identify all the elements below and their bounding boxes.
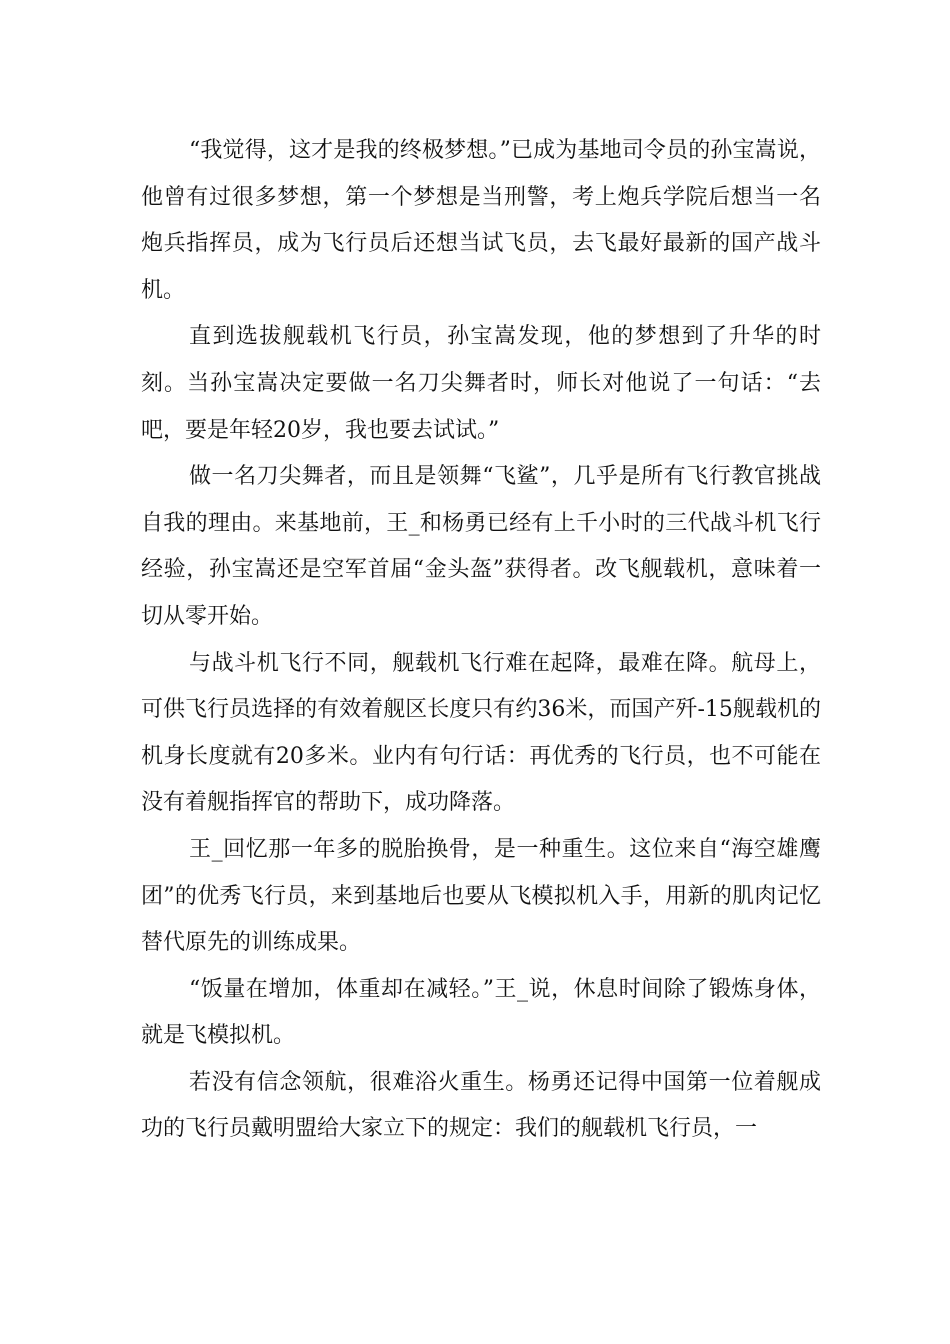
paragraph-6: “饭量在增加，体重却在减轻。”王_说，休息时间除了锻炼身体，就是飞模拟机。 — [141, 976, 821, 1049]
paragraph-7: 若没有信念领航，很难浴火重生。杨勇还记得中国第一位着舰成功的飞行员戴明盟给大家立下的规定：我们的舰载机飞行员，一 — [141, 1069, 821, 1142]
article-body — [141, 128, 821, 1153]
paragraph-4: 与战斗机飞行不同，舰载机飞行难在起降，最难在降。航母上，可供飞行员选择的有效着舰区长度只有约36米，而国产歼-15舰载机的机身长度就有20多米。业内有句行话：再优秀的飞行员，也不可能在没有着舰指挥官的帮助下，成功降落。 — [141, 650, 821, 816]
paragraph-3: 做一名刀尖舞者，而且是领舞“飞鲨”，几乎是所有飞行教官挑战自我的理由。来基地前，王_和杨勇已经有上千小时的三代战斗机飞行经验，孙宝嵩还是空军首届“金头盔”获得者。改飞舰载机，意味着一切从零开始。 — [141, 464, 821, 629]
paragraph-5: 王_回忆那一年多的脱胎换骨，是一种重生。这位来自“海空雄鹰团”的优秀飞行员，来到基地后也要从飞模拟机入手，用新的肌肉记忆替代原先的训练成果。 — [141, 836, 821, 956]
paragraph-2: 直到选拔舰载机飞行员，孙宝嵩发现，他的梦想到了升华的时刻。当孙宝嵩决定要做一名刀尖舞者时，师长对他说了一句话：“去吧，要是年轻20岁，我也要去试试。” — [141, 324, 821, 443]
paragraph-1: “我觉得，这才是我的终极梦想。”已成为基地司令员的孙宝嵩说，他曾有过很多梦想，第一个梦想是当刑警，考上炮兵学院后想当一名炮兵指挥员，成为飞行员后还想当试飞员，去飞最好最新的国产战斗机。 — [141, 138, 821, 303]
